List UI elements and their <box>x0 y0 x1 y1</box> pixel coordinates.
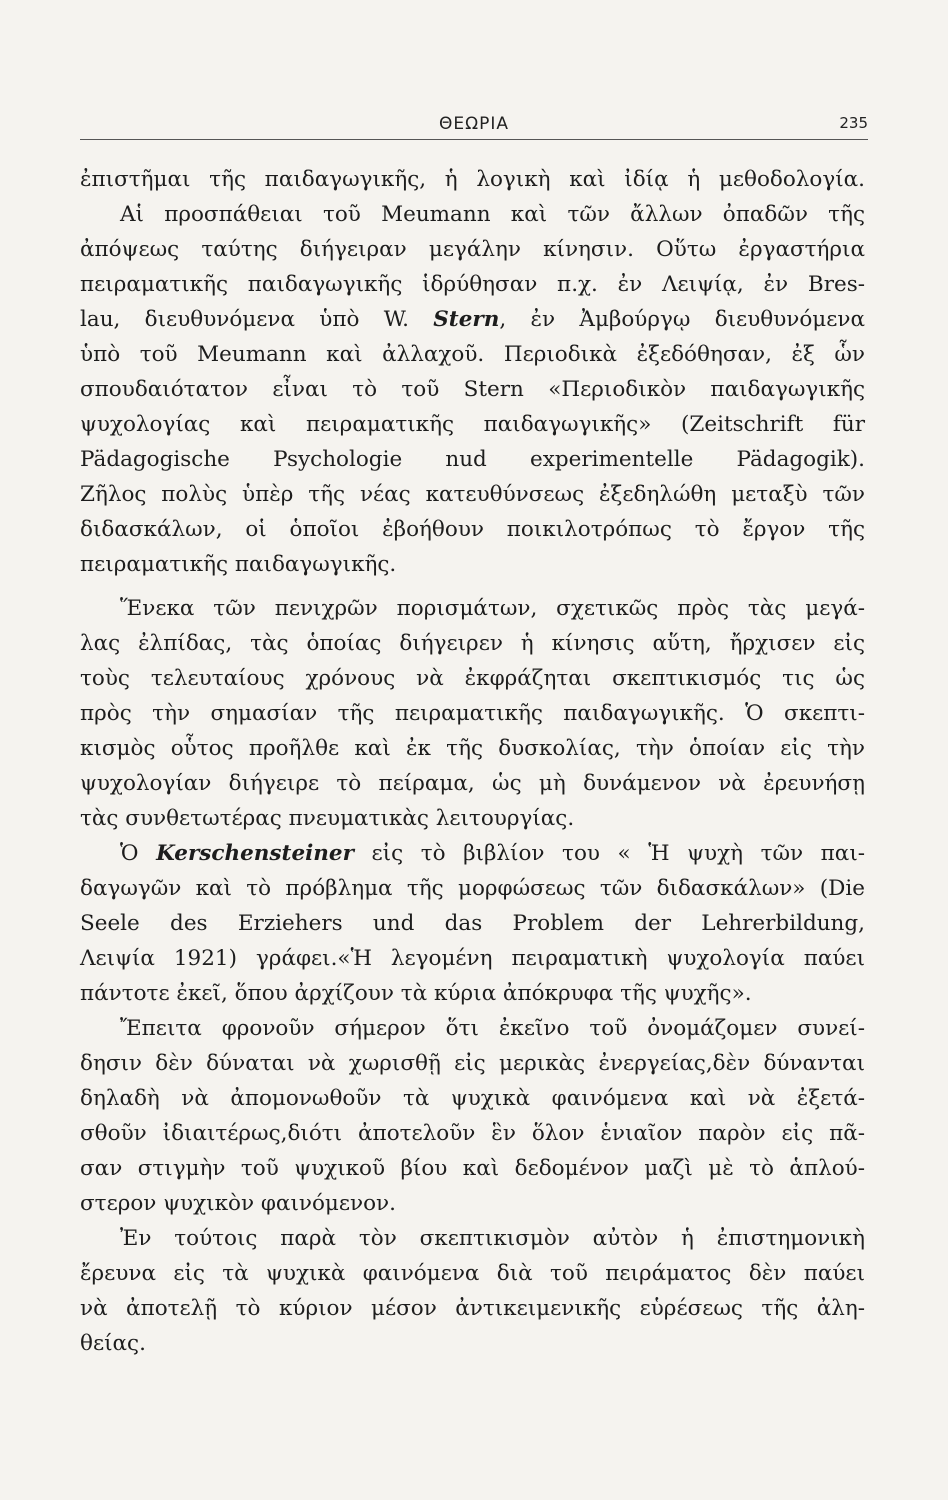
text-line: πειραματικῆς παιδαγωγικῆς. <box>80 552 397 577</box>
text-line: ἔρευνα εἰς τὰ ψυχικὰ φαινόμενα διὰ τοῦ πειράματος δὲν παύει <box>80 1261 865 1286</box>
text-line: Seele des Erziehers und das Problem der Lehrerbildung, <box>80 911 865 936</box>
text-fragment: lau, διευθυνόμενα ὑπὸ W. <box>80 307 434 332</box>
text-line: τοὺς τελευταίους χρόνους νὰ ἐκφράζηται σκεπτικισμός τις ὡς <box>80 666 865 691</box>
text-line: ἀπόψεως ταύτης διήγειραν μεγάλην κίνησιν. Οὕτω ἐργαστήρια <box>80 237 865 262</box>
text-line: σπουδαιότατον εἶναι τὸ τοῦ Stern «Περιοδικὸν παιδαγωγικῆς <box>80 377 865 402</box>
text-line: Αἱ προσπάθειαι τοῦ Meumann καὶ τῶν ἄλλων ὀπαδῶν τῆς <box>120 202 865 227</box>
text-line: δηλαδὴ νὰ ἀπομονωθοῦν τὰ ψυχικὰ φαινόμενα καὶ νὰ ἐξετά- <box>80 1086 865 1111</box>
text-line: λας ἐλπίδας, τὰς ὁποίας διήγειρεν ἡ κίνησις αὕτη, ἤρχισεν εἰς <box>80 631 865 656</box>
text-line: σθοῦν ἰδιαιτέρως,διότι ἀποτελοῦν ἓν ὅλον ἑνιαῖον παρὸν εἰς πᾶ- <box>80 1121 865 1146</box>
text-line: σαν στιγμὴν τοῦ ψυχικοῦ βίου καὶ δεδομένον μαζὶ μὲ τὸ ἁπλού- <box>80 1156 865 1181</box>
italic-name: Kerschensteiner <box>156 841 354 866</box>
text-line <box>80 302 865 337</box>
italic-name: Stern <box>433 307 500 332</box>
body-text <box>80 162 865 1361</box>
text-line: ψυχολογίαν διήγειρε τὸ πείραμα, ὡς μὴ δυνάμενον νὰ ἐρευνήσῃ <box>80 771 865 796</box>
text-line: διδασκάλων, οἱ ὁποῖοι ἐβοήθουν ποικιλοτρόπως τὸ ἔργον τῆς <box>80 517 865 542</box>
text-fragment: εἰς τὸ βιβλίον του « Ἡ ψυχὴ τῶν παι- <box>353 841 866 866</box>
text-line: Ἕνεκα τῶν πενιχρῶν πορισμάτων, σχετικῶς πρὸς τὰς μεγά- <box>120 596 865 621</box>
text-line: νὰ ἀποτελῇ τὸ κύριον μέσον ἀντικειμενικῆς εὑρέσεως τῆς ἀλη- <box>80 1296 865 1321</box>
text-line <box>80 836 865 871</box>
text-line: πειραματικῆς παιδαγωγικῆς ἱδρύθησαν π.χ. ἐν Λειψίᾳ, ἐν Bres- <box>80 272 865 297</box>
text-fragment: , ἐν Ἀμβούργῳ διευθυνόμενα <box>499 307 865 332</box>
header-rule <box>80 139 868 140</box>
text-line: στερον ψυχικὸν φαινόμενον. <box>80 1191 396 1216</box>
text-line: τὰς συνθετωτέρας πνευματικὰς λειτουργίας. <box>80 806 575 831</box>
text-line: ὑπὸ τοῦ Meumann καὶ ἀλλαχοῦ. Περιοδικὰ ἐξεδόθησαν, ἐξ ὧν <box>80 342 865 367</box>
text-line: Pädagogische Psychologie nud experimentelle Pädagogik). <box>80 447 865 472</box>
text-line: θείας. <box>80 1331 146 1356</box>
text-line: δαγωγῶν καὶ τὸ πρόβλημα τῆς μορφώσεως τῶν διδασκάλων» (Die <box>80 876 865 901</box>
text-line: πρὸς τὴν σημασίαν τῆς πειραματικῆς παιδαγωγικῆς. Ὁ σκεπτι- <box>80 701 865 726</box>
text-line: κισμὸς οὗτος προῆλθε καὶ ἐκ τῆς δυσκολίας, τὴν ὁποίαν εἰς τὴν <box>80 736 865 761</box>
text-line: Ζῆλος πολὺς ὑπὲρ τῆς νέας κατευθύνσεως ἐξεδηλώθη μεταξὺ τῶν <box>80 482 865 507</box>
text-line: πάντοτε ἐκεῖ, ὅπου ἀρχίζουν τὰ κύρια ἀπόκρυφα τῆς ψυχῆς». <box>80 981 752 1006</box>
paragraph-gap <box>80 582 865 591</box>
text-line: δησιν δὲν δύναται νὰ χωρισθῇ εἰς μερικὰς ἐνεργείας,δὲν δύνανται <box>80 1051 865 1076</box>
page-number: 235 <box>839 114 868 132</box>
text-line: Ἐν τούτοις παρὰ τὸν σκεπτικισμὸν αὐτὸν ἡ ἐπιστημονικὴ <box>120 1226 865 1251</box>
text-line: Λειψία 1921) γράφει.«Ἡ λεγομένη πειραματικὴ ψυχολογία παύει <box>80 946 865 971</box>
text-fragment: Ὁ <box>120 841 157 866</box>
text-line: Ἔπειτα φρονοῦν σήμερον ὅτι ἐκεῖνο τοῦ ὀνομάζομεν συνεί- <box>120 1016 865 1041</box>
running-header <box>80 110 868 142</box>
text-line: ἐπιστῆμαι τῆς παιδαγωγικῆς, ἡ λογικὴ καὶ ἰδίᾳ ἡ μεθοδολογία. <box>80 167 865 192</box>
text-line: ψυχολογίας καὶ πειραματικῆς παιδαγωγικῆς» (Zeitschrift für <box>80 412 865 437</box>
running-title: ΘΕΩΡΙΑ <box>438 114 509 134</box>
